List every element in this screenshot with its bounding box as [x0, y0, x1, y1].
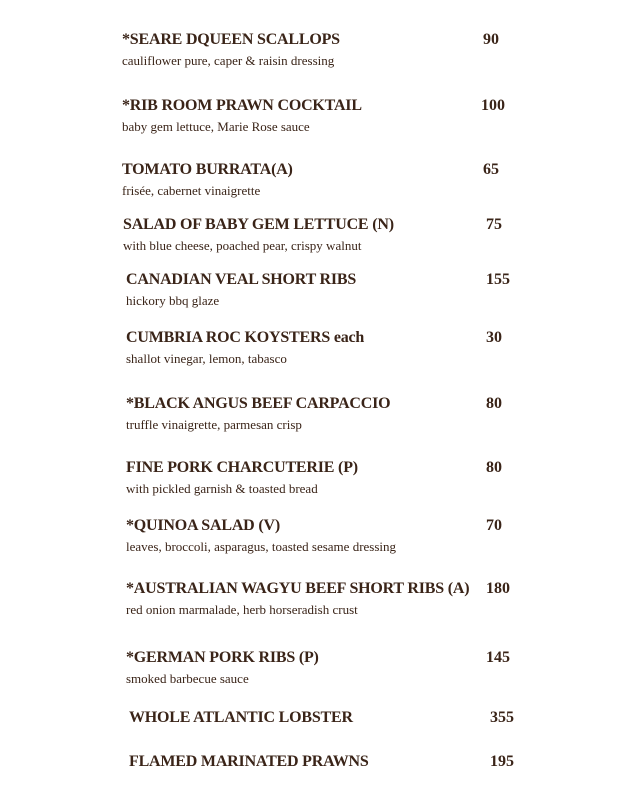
menu-item-price: 75 [486, 216, 502, 233]
menu-item-price: 155 [486, 271, 510, 288]
menu-item [126, 648, 319, 687]
menu-item-name: TOMATO BURRATA(A) [122, 161, 293, 178]
menu-item [122, 160, 293, 199]
menu-item-description: hickory bbq glaze [126, 293, 220, 308]
menu-item [129, 708, 353, 728]
menu-item-price: 180 [486, 580, 510, 597]
menu-item-name: CUMBRIA ROC KOYSTERS each [126, 329, 365, 346]
menu-item-name: *AUSTRALIAN WAGYU BEEF SHORT RIBS (A) [126, 580, 470, 597]
menu-item [126, 394, 390, 433]
menu-item [126, 328, 364, 367]
menu-item-price: 100 [481, 97, 505, 114]
menu-item [126, 516, 396, 555]
menu-item-price: 195 [490, 753, 514, 770]
menu-item [123, 215, 394, 254]
menu-item-price: 90 [483, 31, 499, 48]
menu-item [126, 579, 469, 618]
menu-item [126, 270, 356, 309]
menu-item-name: FINE PORK CHARCUTERIE (P) [126, 459, 358, 476]
menu-item-name: *SEARE DQUEEN SCALLOPS [122, 31, 340, 48]
menu-item-price: 65 [483, 161, 499, 178]
menu-item-description: shallot vinegar, lemon, tabasco [126, 351, 287, 366]
menu-item-name: SALAD OF BABY GEM LETTUCE (N) [123, 216, 394, 233]
menu-item-price: 80 [486, 395, 502, 412]
menu-item [129, 752, 369, 772]
menu-item-description: leaves, broccoli, asparagus, toasted sesame dressing [126, 539, 397, 554]
menu-item-description: baby gem lettuce, Marie Rose sauce [122, 119, 310, 134]
menu-item-name: WHOLE ATLANTIC LOBSTER [129, 709, 353, 726]
menu-item-price: 70 [486, 517, 502, 534]
menu-item-price: 355 [490, 709, 514, 726]
menu-item-name: *BLACK ANGUS BEEF CARPACCIO [126, 395, 391, 412]
menu-item-description: truffle vinaigrette, parmesan crisp [126, 417, 302, 432]
menu-item-name: *GERMAN PORK RIBS (P) [126, 649, 319, 666]
menu-item-price: 30 [486, 329, 502, 346]
menu-item-name: FLAMED MARINATED PRAWNS [129, 753, 369, 770]
menu-item-price: 80 [486, 459, 502, 476]
menu-item [122, 30, 340, 69]
menu-item [126, 458, 358, 497]
menu-item-description: with pickled garnish & toasted bread [126, 481, 318, 496]
menu-item-description: with blue cheese, poached pear, crispy walnut [123, 238, 362, 253]
menu-item [122, 96, 362, 135]
menu-item-name: *QUINOA SALAD (V) [126, 517, 280, 534]
menu-item-description: frisée, cabernet vinaigrette [122, 183, 261, 198]
menu-item-name: *RIB ROOM PRAWN COCKTAIL [122, 97, 362, 114]
menu-item-name: CANADIAN VEAL SHORT RIBS [126, 271, 357, 288]
menu-item-price: 145 [486, 649, 510, 666]
menu-item-description: red onion marmalade, herb horseradish crust [126, 602, 358, 617]
menu-item-description: smoked barbecue sauce [126, 671, 249, 686]
menu-item-description: cauliflower pure, caper & raisin dressing [122, 53, 335, 68]
